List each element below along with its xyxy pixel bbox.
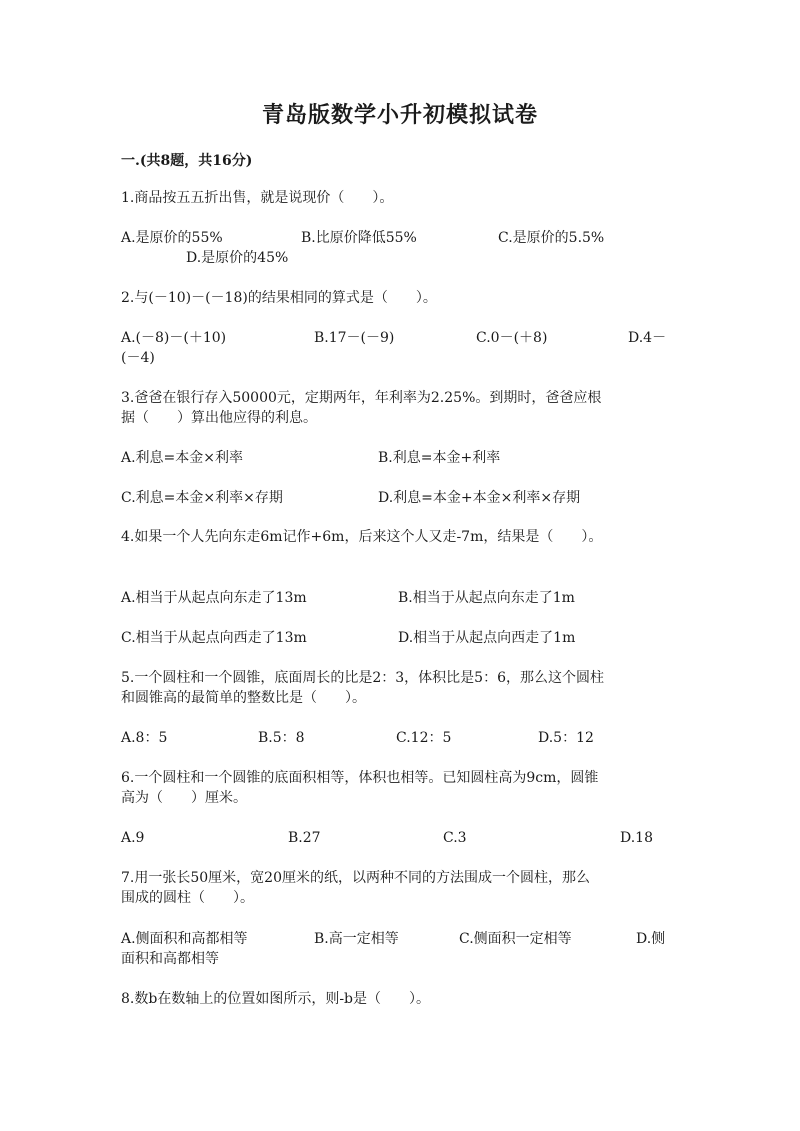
question-6-option-d: D.18 xyxy=(620,830,653,846)
question-4-option-b: B.相当于从起点向东走了1m xyxy=(398,590,575,606)
question-1-option-b: B.比原价降低55% xyxy=(301,230,417,246)
question-6-option-c: C.3 xyxy=(443,830,467,846)
question-4-option-c: C.相当于从起点向西走了13m xyxy=(121,630,307,646)
question-3-stem-line2: 据（ ）算出他应得的利息。 xyxy=(121,410,317,426)
question-5-option-d: D.5：12 xyxy=(538,730,594,746)
question-7-option-c: C.侧面积一定相等 xyxy=(459,931,572,947)
question-6-stem-line1: 6.一个圆柱和一个圆锥的底面积相等，体积也相等。已知圆柱高为9cm，圆锥 xyxy=(121,770,599,786)
question-7-option-d-cont: 面积和高都相等 xyxy=(121,951,219,967)
question-2-option-b: B.17－(－9) xyxy=(314,330,395,346)
section-heading: 一.(共8题，共16分) xyxy=(121,153,253,169)
question-6-stem-line2: 高为（ ）厘米。 xyxy=(121,790,247,806)
question-6-option-b: B.27 xyxy=(288,830,321,846)
question-5-option-a: A.8：5 xyxy=(121,730,168,746)
question-3-option-d: D.利息=本金+本金×利率×存期 xyxy=(378,490,581,506)
question-1-option-a: A.是原价的55% xyxy=(121,230,223,246)
question-1-option-c: C.是原价的5.5% xyxy=(498,230,605,246)
question-6-option-a: A.9 xyxy=(121,830,145,846)
question-2-option-c: C.0－(＋8) xyxy=(476,330,548,346)
question-1-option-d: D.是原价的45% xyxy=(186,250,289,266)
question-7-option-a: A.侧面积和高都相等 xyxy=(121,931,248,947)
question-7-option-d: D.侧 xyxy=(636,931,666,947)
question-5-option-b: B.5：8 xyxy=(258,730,305,746)
question-5-stem-line1: 5.一个圆柱和一个圆锥，底面周长的比是2：3，体积比是5：6，那么这个圆柱 xyxy=(121,670,604,686)
question-5-stem-line2: 和圆锥高的最简单的整数比是（ ）。 xyxy=(121,690,366,706)
page-title: 青岛版数学小升初模拟试卷 xyxy=(261,102,538,128)
question-1-stem: 1.商品按五五折出售，就是说现价（ ）。 xyxy=(121,190,394,206)
question-2-option-d-cont: (－4) xyxy=(121,350,155,366)
question-2-option-a: A.(－8)－(＋10) xyxy=(121,330,227,346)
question-4-option-d: D.相当于从起点向西走了1m xyxy=(398,630,576,646)
question-3-stem-line1: 3.爸爸在银行存入50000元，定期两年，年利率为2.25%。到期时，爸爸应根 xyxy=(121,390,602,406)
question-2-option-d: D.4－ xyxy=(628,330,667,346)
question-4-option-a: A.相当于从起点向东走了13m xyxy=(121,590,307,606)
question-7-stem-line2: 围成的圆柱（ ）。 xyxy=(121,890,254,906)
question-8-stem: 8.数b在数轴上的位置如图所示，则-b是（ ）。 xyxy=(121,991,431,1007)
question-2-stem: 2.与(－10)－(－18)的结果相同的算式是（ ）。 xyxy=(121,290,437,306)
question-7-option-b: B.高一定相等 xyxy=(314,931,399,947)
question-7-stem-line1: 7.用一张长50厘米，宽20厘米的纸，以两种不同的方法围成一个圆柱，那么 xyxy=(121,870,590,886)
question-3-option-c: C.利息=本金×利率×存期 xyxy=(121,490,283,506)
question-5-option-c: C.12：5 xyxy=(396,730,452,746)
question-3-option-a: A.利息=本金×利率 xyxy=(121,450,244,466)
question-4-stem: 4.如果一个人先向东走6m记作+6m，后来这个人又走-7m，结果是（ ）。 xyxy=(121,529,603,545)
question-3-option-b: B.利息=本金+利率 xyxy=(378,450,501,466)
